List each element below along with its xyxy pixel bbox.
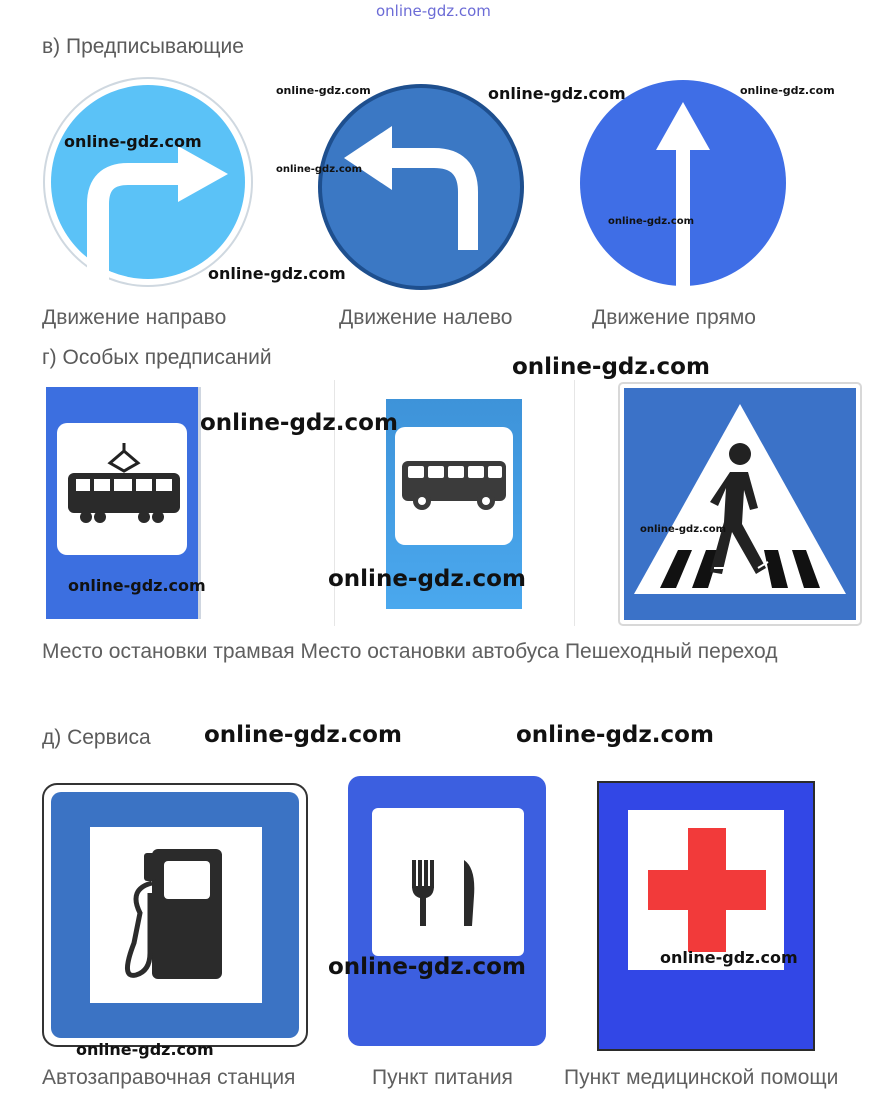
site-header[interactable]: online-gdz.com xyxy=(376,2,491,20)
watermark: online-gdz.com xyxy=(68,576,206,595)
section-title-service: д) Сервиса xyxy=(42,726,151,749)
watermark: online-gdz.com xyxy=(204,722,402,748)
arrow-straight-icon xyxy=(578,78,788,288)
sign-food-point xyxy=(348,776,546,1046)
sign-fuel-station xyxy=(42,783,308,1047)
watermark: online-gdz.com xyxy=(512,354,710,380)
sign-turn-left xyxy=(316,82,526,292)
watermark: online-gdz.com xyxy=(208,264,346,283)
sign-pedestrian-crossing xyxy=(618,382,862,626)
sign-turn-right xyxy=(42,76,254,288)
caption-turn-left: Движение налево xyxy=(339,306,513,329)
caption-medical-aid: Пункт медицинской помощи xyxy=(564,1066,839,1089)
caption-fuel-station: Автозаправочная станция xyxy=(42,1066,296,1089)
section-title-mandatory: в) Предписывающие xyxy=(42,35,244,58)
caption-straight: Движение прямо xyxy=(592,306,756,329)
divider xyxy=(574,380,575,626)
watermark: online-gdz.com xyxy=(328,566,526,592)
section-title-special: г) Особых предписаний xyxy=(42,346,272,369)
watermark: online-gdz.com xyxy=(76,1040,214,1059)
watermark: online-gdz.com xyxy=(740,84,835,97)
caption-food-point: Пункт питания xyxy=(372,1066,513,1089)
watermark: online-gdz.com xyxy=(488,84,626,103)
arrow-left-turn-icon xyxy=(316,82,526,292)
watermark: online-gdz.com xyxy=(200,410,398,436)
watermark: online-gdz.com xyxy=(608,216,695,227)
watermark: online-gdz.com xyxy=(64,132,202,151)
caption-turn-right: Движение направо xyxy=(42,306,227,329)
watermark: online-gdz.com xyxy=(276,84,371,97)
watermark: online-gdz.com xyxy=(276,164,363,175)
watermark: online-gdz.com xyxy=(660,948,798,967)
watermark: online-gdz.com xyxy=(328,954,526,980)
arrow-right-turn-icon xyxy=(42,76,254,288)
watermark: online-gdz.com xyxy=(640,524,727,535)
watermark: online-gdz.com xyxy=(516,722,714,748)
sign-straight xyxy=(578,78,788,288)
sign-medical-aid xyxy=(596,780,816,1052)
caption-special-signs: Место остановки трамвая Место остановки автобуса Пешеходный переход xyxy=(42,640,778,663)
